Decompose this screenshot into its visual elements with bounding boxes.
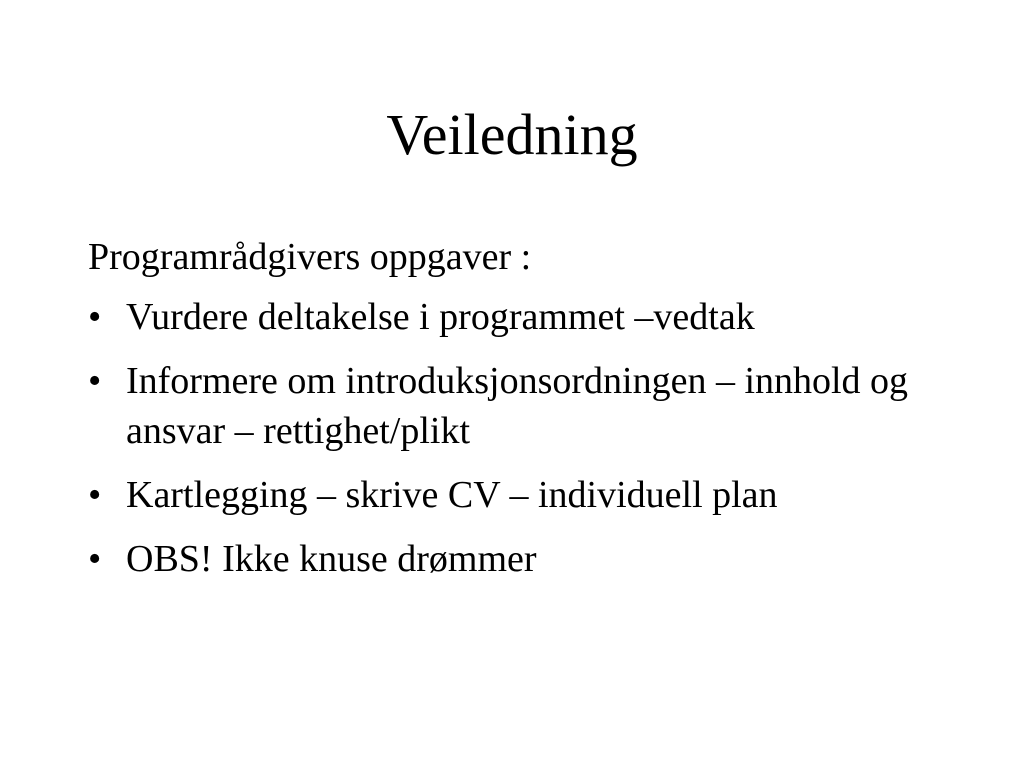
bullet-text: OBS! Ikke knuse drømmer	[126, 538, 537, 580]
bullet-list	[88, 292, 968, 584]
bullet-item	[88, 470, 968, 520]
slide-title: Veiledning	[386, 102, 638, 167]
bullet-text: Informere om introduksjonsordningen – innhold og ansvar – rettighet/plikt	[126, 360, 909, 452]
bullet-item	[88, 292, 968, 342]
bullet-text: Kartlegging – skrive CV – individuell plan	[126, 474, 778, 516]
intro-text: Programrådgivers oppgaver :	[88, 236, 532, 278]
bullet-icon: •	[88, 296, 102, 338]
bullet-item	[88, 356, 968, 456]
bullet-icon: •	[88, 474, 102, 516]
bullet-item	[88, 534, 968, 584]
slide-content	[88, 232, 968, 598]
bullet-text: Vurdere deltakelse i programmet –vedtak	[126, 296, 755, 338]
bullet-icon: •	[88, 538, 102, 580]
bullet-icon: •	[88, 360, 102, 402]
